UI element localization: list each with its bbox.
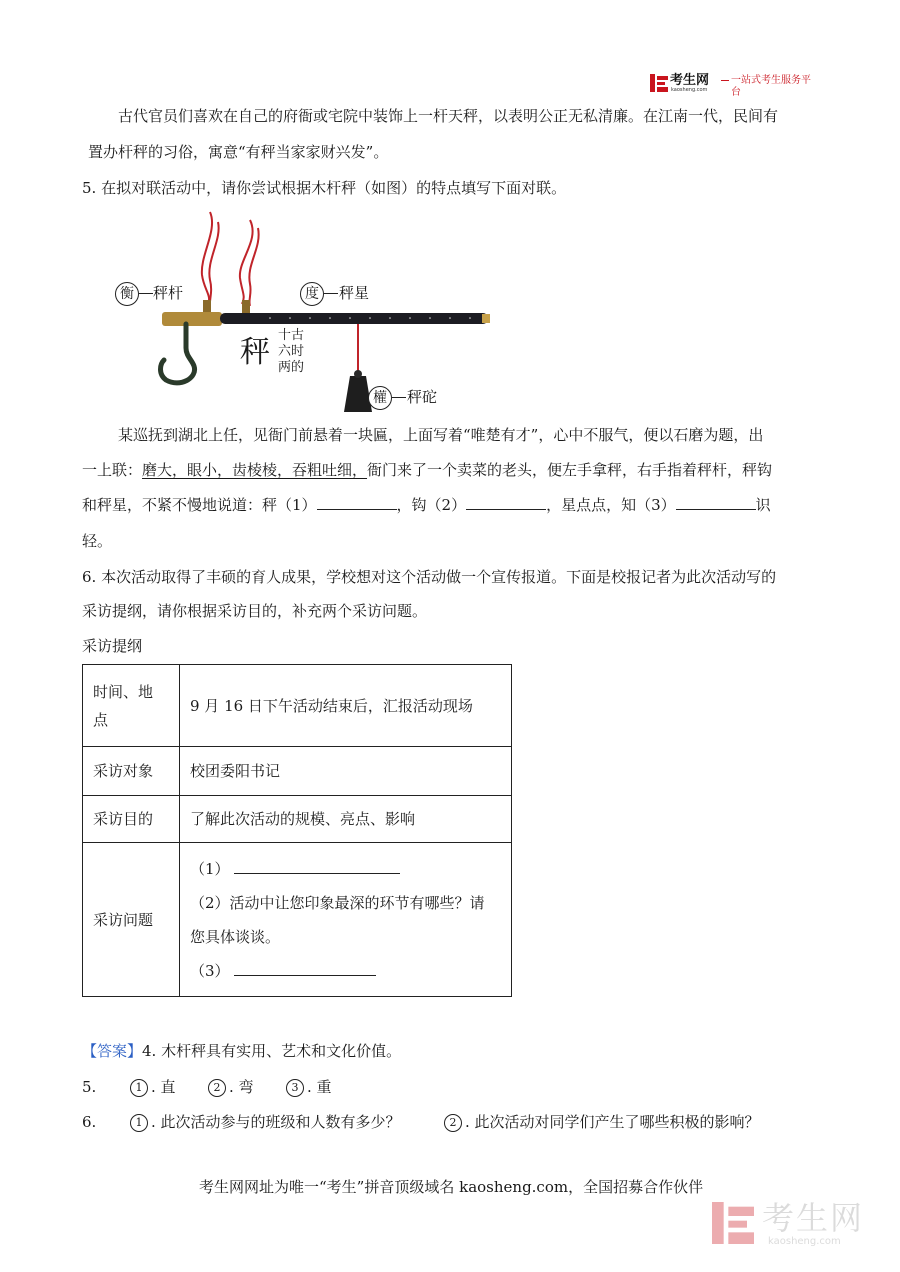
leader-line-quan bbox=[392, 397, 406, 398]
engraving-line: 十古 bbox=[278, 328, 305, 343]
table-title: 采访提纲 bbox=[82, 637, 143, 655]
answer-blank-3[interactable] bbox=[676, 495, 756, 510]
watermark-logo-icon bbox=[712, 1202, 754, 1244]
watermark-domain: kaosheng.com bbox=[768, 1236, 841, 1247]
answer-6-item-text: . 此次活动参与的班级和人数有多少？ bbox=[151, 1113, 401, 1131]
row-label-part: 点 bbox=[93, 710, 109, 729]
answer-blank-1[interactable] bbox=[317, 495, 397, 510]
scale-big-char: 秤 bbox=[240, 335, 270, 370]
q5-para-prefix: 一上联： bbox=[82, 461, 143, 479]
q5-para-line-4: 轻。 bbox=[82, 532, 113, 550]
header-logo bbox=[650, 73, 820, 98]
label-ganggan: 秤杆 bbox=[153, 284, 184, 302]
intro-line-2: 置办杆秤的习俗，寓意“有秤当家家财兴发”。 bbox=[88, 143, 389, 161]
circled-number: 2 bbox=[208, 1079, 226, 1097]
engraving-line: 两的 bbox=[278, 360, 305, 375]
table-value-cell: 了解此次活动的规模、亮点、影响 bbox=[180, 796, 512, 843]
table-label-cell bbox=[83, 665, 180, 747]
header-tagline: 一站式考生服务平台 bbox=[731, 75, 811, 98]
row-label-part: 时间、地 bbox=[93, 682, 154, 701]
question-1-blank[interactable] bbox=[234, 859, 400, 874]
steelyard-illustration bbox=[110, 200, 510, 420]
table-value-cell: 校团委阳书记 bbox=[180, 747, 512, 796]
watermark-name: 考生网 bbox=[762, 1199, 865, 1237]
answer-5-item bbox=[130, 1077, 176, 1097]
answer-5-item-text: . 重 bbox=[307, 1078, 332, 1096]
circled-number: 1 bbox=[130, 1114, 148, 1132]
answer-4 bbox=[82, 1041, 401, 1061]
circled-number: 2 bbox=[444, 1114, 462, 1132]
header-logo-name: 考生网 bbox=[670, 73, 710, 88]
q5-couplet-upper: 磨大，眼小，齿棱棱，吞粗吐细， bbox=[142, 461, 368, 479]
q5-para-line-3 bbox=[82, 495, 771, 515]
question-3-blank[interactable] bbox=[234, 961, 376, 976]
watermark bbox=[712, 1200, 882, 1250]
q5-para-line-2 bbox=[82, 460, 772, 480]
q5-para-suffix: 衙门来了一个卖菜的老头，便左手拿秤，右手指着秤杆，秤钩 bbox=[367, 461, 773, 479]
header-logo-domain: kaosheng.com bbox=[671, 87, 708, 93]
interview-outline-table bbox=[82, 664, 512, 997]
table-label-cell: 采访问题 bbox=[83, 843, 180, 997]
answer-6-item-text: . 此次活动对同学们产生了哪些积极的影响？ bbox=[465, 1113, 760, 1131]
answer-5-item-text: . 直 bbox=[151, 1078, 176, 1096]
table-row bbox=[83, 843, 512, 997]
question-3 bbox=[190, 954, 501, 988]
q5-text-c: ，星点点，知（3） bbox=[546, 496, 676, 514]
kaosheng-logo-icon bbox=[650, 74, 668, 92]
answer-5-num: 5. bbox=[82, 1078, 97, 1096]
table-row bbox=[83, 747, 512, 796]
question-1-num: （1） bbox=[190, 859, 230, 878]
q5-text-a: 和秤星，不紧不慢地说道：秤（1） bbox=[82, 496, 317, 514]
page-footer: 考生网网址为唯一“考生”拼音顶级域名 kaosheng.com，全国招募合作伙伴 bbox=[199, 1178, 704, 1196]
q5-stem: 5. 在拟对联活动中，请你尝试根据木杆秤（如图）的特点填写下面对联。 bbox=[82, 179, 567, 197]
leader-line-heng bbox=[139, 293, 153, 294]
leader-line-du bbox=[324, 293, 338, 294]
answer-5-item bbox=[286, 1077, 332, 1097]
question-2-line-2: 您具体谈谈。 bbox=[190, 927, 281, 946]
circle-char-heng: 衡 bbox=[115, 282, 139, 306]
steelyard-figure bbox=[110, 200, 510, 420]
circled-number: 1 bbox=[130, 1079, 148, 1097]
q5-para-line-1: 某巡抚到湖北上任，见衙门前悬着一块匾，上面写着“唯楚有才”，心中不服气，便以石磨为题，出 bbox=[118, 426, 764, 444]
answer-blank-2[interactable] bbox=[466, 495, 546, 510]
label-xing: 秤星 bbox=[339, 284, 370, 302]
label-tuo: 秤砣 bbox=[407, 388, 438, 406]
scale-engraving bbox=[278, 328, 304, 376]
table-value-cell: 9 月 16 日下午活动结束后，汇报活动现场 bbox=[180, 665, 512, 747]
answer-4-text: 4. 木杆秤具有实用、艺术和文化价值。 bbox=[142, 1042, 402, 1060]
question-2-line-1: （2）活动中让您印象最深的环节有哪些？请 bbox=[190, 893, 485, 912]
header-separator bbox=[721, 80, 729, 81]
table-label-cell: 采访对象 bbox=[83, 747, 180, 796]
table-row bbox=[83, 665, 512, 747]
answer-5-item bbox=[208, 1077, 254, 1097]
q5-text-d: 识 bbox=[755, 496, 771, 514]
circled-number: 3 bbox=[286, 1079, 304, 1097]
question-1 bbox=[190, 852, 501, 886]
circle-char-du: 度 bbox=[300, 282, 324, 306]
intro-line-1: 古代官员们喜欢在自己的府衙或宅院中装饰上一杆天秤，以表明公正无私清廉。在江南一代，民间有 bbox=[118, 107, 779, 125]
table-row bbox=[83, 796, 512, 843]
circle-char-quan: 權 bbox=[368, 386, 392, 410]
q6-stem-line-1: 6. 本次活动取得了丰硕的育人成果，学校想对这个活动做一个宣传报道。下面是校报记者为此次活动写的 bbox=[82, 568, 777, 586]
engraving-line: 六时 bbox=[278, 344, 305, 359]
answer-6-item bbox=[444, 1112, 760, 1132]
answer-tag: 【答案】 bbox=[82, 1042, 143, 1060]
question-3-num: （3） bbox=[190, 961, 230, 980]
q5-text-b: ，钩（2） bbox=[396, 496, 467, 514]
table-questions-cell bbox=[180, 843, 512, 997]
table-label-cell: 采访目的 bbox=[83, 796, 180, 843]
q6-stem-line-2: 采访提纲，请你根据采访目的，补充两个采访问题。 bbox=[82, 602, 428, 620]
answer-6-item bbox=[130, 1112, 401, 1132]
answer-5-item-text: . 弯 bbox=[229, 1078, 254, 1096]
answer-6-num: 6. bbox=[82, 1113, 97, 1131]
